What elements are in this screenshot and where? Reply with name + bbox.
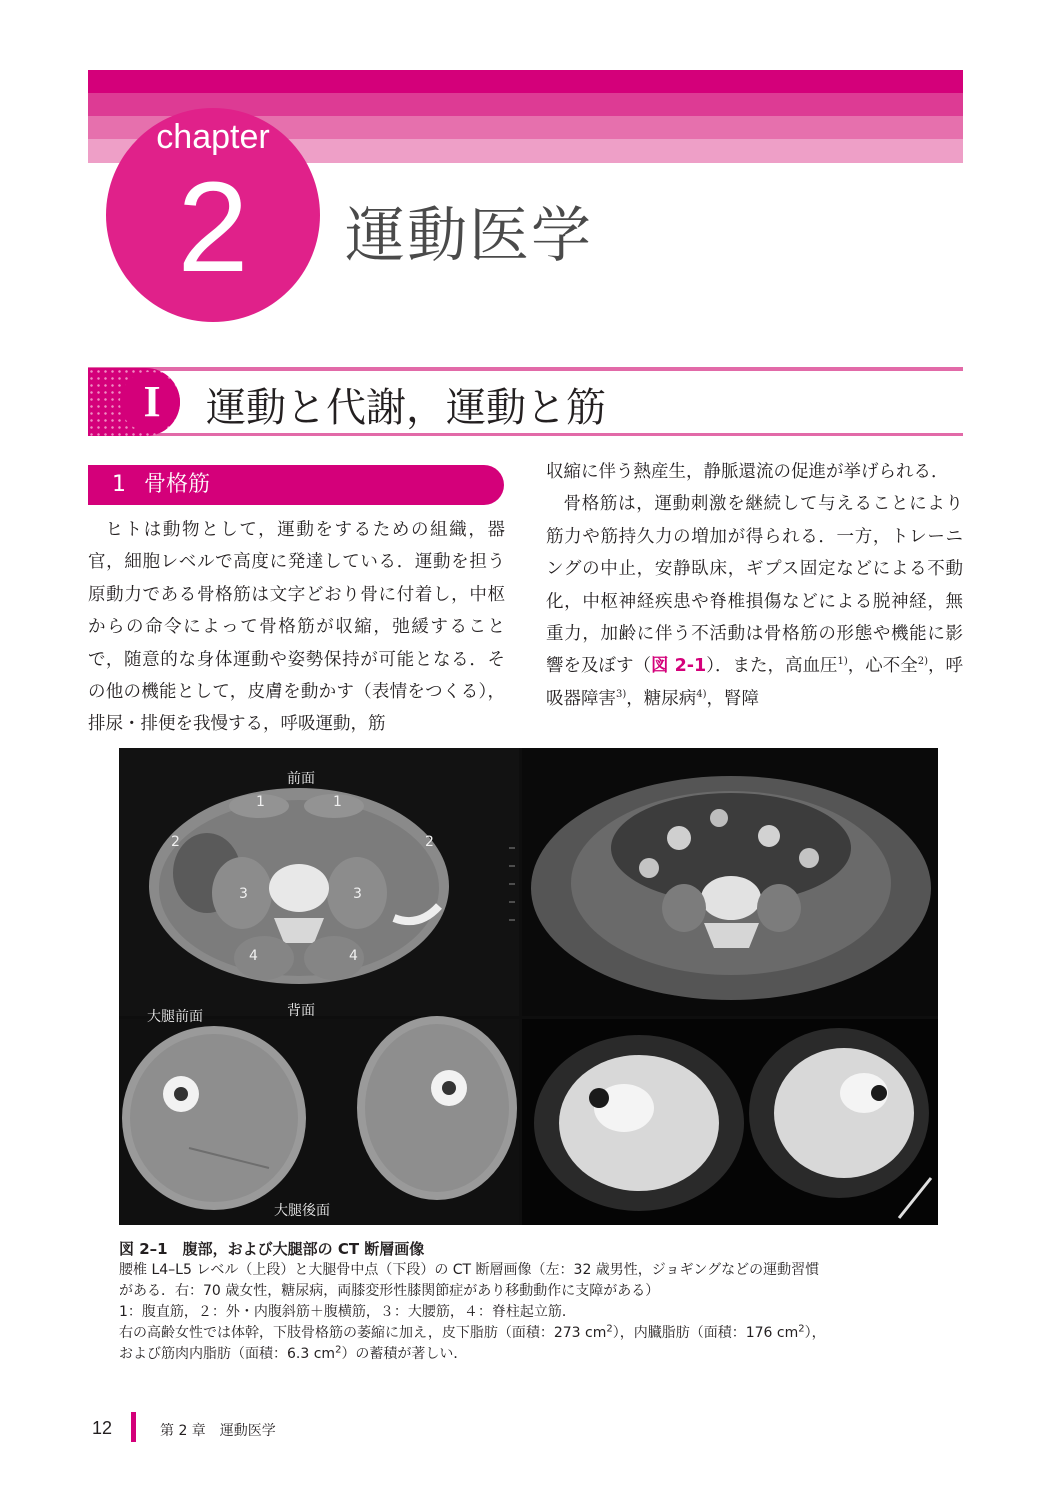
superscript-squared: 2 [335,1344,342,1356]
ct-abdomen-elderly [531,776,931,1000]
figure-reference-link[interactable]: 図 2-1 [651,656,707,677]
section-title: 運動と代謝，運動と筋 [206,385,606,431]
section-numeral: I [143,377,161,426]
label-thigh-back: 大腿後面 [274,1203,330,1219]
label-muscle-1-left: 1 [256,794,265,810]
page-number: 12 [92,1418,113,1438]
caption-line [119,1323,949,1344]
caption-text: 右の高齢女性では体幹，下肢骨格筋の萎縮に加え，皮下脂肪（面積：273 cm [119,1325,607,1341]
label-front: 前面 [287,771,315,787]
label-muscle-4-left: 4 [249,948,258,964]
paragraph-skeletal-muscle: ヒトは動物として，運動をするための組織，器官，細胞レベルで高度に発達している．運動を担う原動力である骨格筋は文字どおり骨に付着し，中枢からの命令によって骨格筋が収縮，弛緩することで，随意的な身体運動や姿勢保持が可能となる．その他の機能として，皮膚を動かす（表情をつくる），排尿・排便を我慢する，呼吸運動，筋 [88,520,505,735]
citation-3[interactable]: 3) [616,689,627,701]
citation-4[interactable]: 4) [696,689,707,701]
figure-caption-title: 図 2–1 腹部，および大腿部の CT 断層画像 [119,1240,425,1258]
label-thigh-front: 大腿前面 [147,1009,203,1025]
paragraph-text: ，腎障 [706,688,760,709]
footer-accent-bar [131,1412,136,1442]
chapter-band-1 [88,70,963,93]
paragraph-adaptation [546,488,963,715]
citation-2[interactable]: 2) [917,656,928,668]
caption-text: ）， [804,1325,826,1341]
label-muscle-3-right: 3 [353,886,362,902]
paragraph-adaptation-text: 骨格筋は，運動刺激を継続して与えることにより筋力や筋持久力の増加が得られる．一方，トレーニングの中止，安静臥床，ギプス固定などによる不動化，中枢神経疾患や脊椎損傷などによる脱神経，無重力，加齢に伴う不活動は骨格筋の形態や機能に影響を及ぼす（ [546,494,963,677]
body-column-left [88,514,505,741]
chapter-number: 2 [177,156,249,299]
paragraph-continuation: 収縮に伴う熱産生，静脈還流の促進が挙げられる． [546,462,949,482]
label-muscle-4-right: 4 [349,948,358,964]
ct-figure [119,748,938,1225]
label-muscle-1-right: 1 [333,794,342,810]
paragraph-text: ，糖尿病 [626,688,697,709]
caption-text: ），内臓脂肪（面積：176 cm [612,1325,799,1341]
label-muscle-2-left: 2 [171,834,180,850]
section-rule-bottom [88,433,963,436]
chapter-word: chapter [156,118,270,156]
paragraph-text: ，心不全 [847,656,918,677]
paragraph-text: ）．また，高血圧 [706,656,838,677]
section-rule-top [88,367,963,371]
caption-text: ）の蓄積が著しい． [341,1346,468,1362]
chapter-title: 運動医学 [345,201,593,271]
label-muscle-2-right: 2 [425,834,434,850]
caption-line: 1：腹直筋，２：外・内腹斜筋＋腹横筋，３：大腰筋，４：脊柱起立筋． [119,1304,576,1320]
ct-abdomen-young [149,788,449,984]
subsection-number: 1 [112,472,126,497]
caption-line: がある．右：70 歳女性，糖尿病，両膝変形性膝関節症があり移動動作に支障がある） [119,1283,660,1299]
label-muscle-3-left: 3 [239,886,248,902]
caption-line [119,1344,949,1365]
subsection-title: 骨格筋 [144,472,211,497]
running-footer: 第 2 章 運動医学 [160,1423,276,1439]
superscript-squared: 2 [606,1323,613,1335]
figure-caption-body [119,1260,949,1365]
label-back: 背面 [287,1003,315,1019]
superscript-squared: 2 [798,1323,805,1335]
citation-1[interactable]: 1) [837,656,848,668]
subsection-heading [112,470,228,500]
paragraph-text: ，呼吸器障害 [546,656,963,709]
body-column-right [546,456,963,715]
ct-images [119,748,938,1225]
caption-text: および筋肉内脂肪（面積：6.3 cm [119,1346,336,1362]
caption-line: 腰椎 L4–L5 レベル（上段）と大腿骨中点（下段）の CT 断層画像（左：32 歳男性，ジョギングなどの運動習慣 [119,1262,820,1278]
